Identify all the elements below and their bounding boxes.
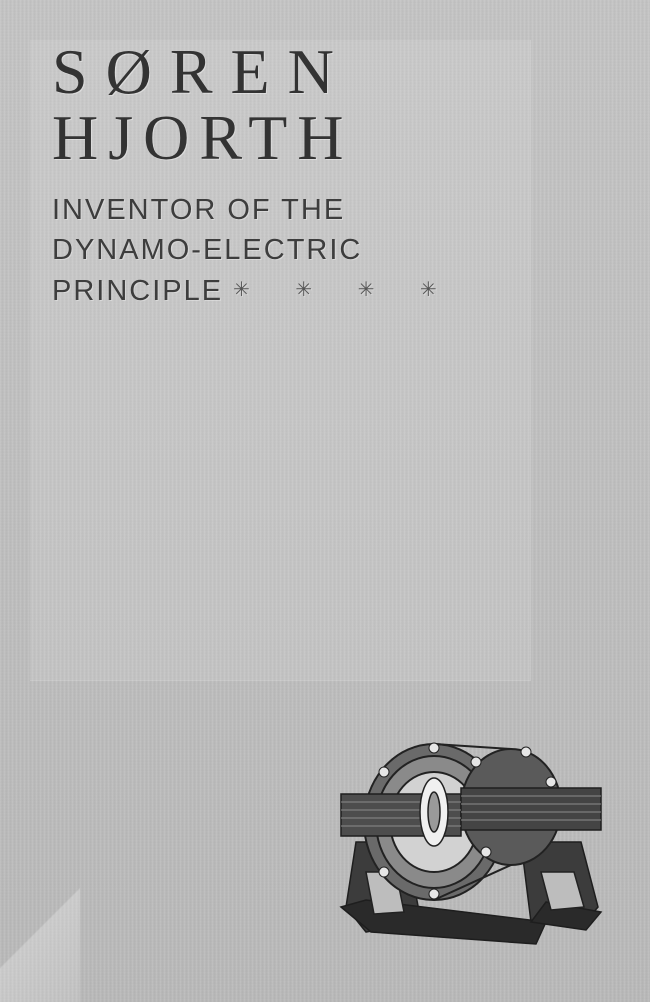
author-last-name: HJORTH <box>52 102 354 173</box>
author-first-name: SØREN <box>52 36 352 107</box>
subtitle-line-1: INVENTOR OF THE <box>52 194 346 226</box>
dynamo-windings <box>341 788 601 836</box>
subtitle-line-3-text: PRINCIPLE <box>52 275 224 307</box>
corner-fold <box>0 852 80 1002</box>
dynamo-armature <box>420 778 448 846</box>
subtitle-line-3 <box>52 270 457 311</box>
subtitle <box>52 190 457 311</box>
subtitle-line-2: DYNAMO-ELECTRIC <box>52 234 363 266</box>
title-block <box>52 36 457 311</box>
star-ornament-icon: ✳ ✳ ✳ ✳ <box>233 279 457 301</box>
dynamo-machine-illustration <box>336 722 606 957</box>
